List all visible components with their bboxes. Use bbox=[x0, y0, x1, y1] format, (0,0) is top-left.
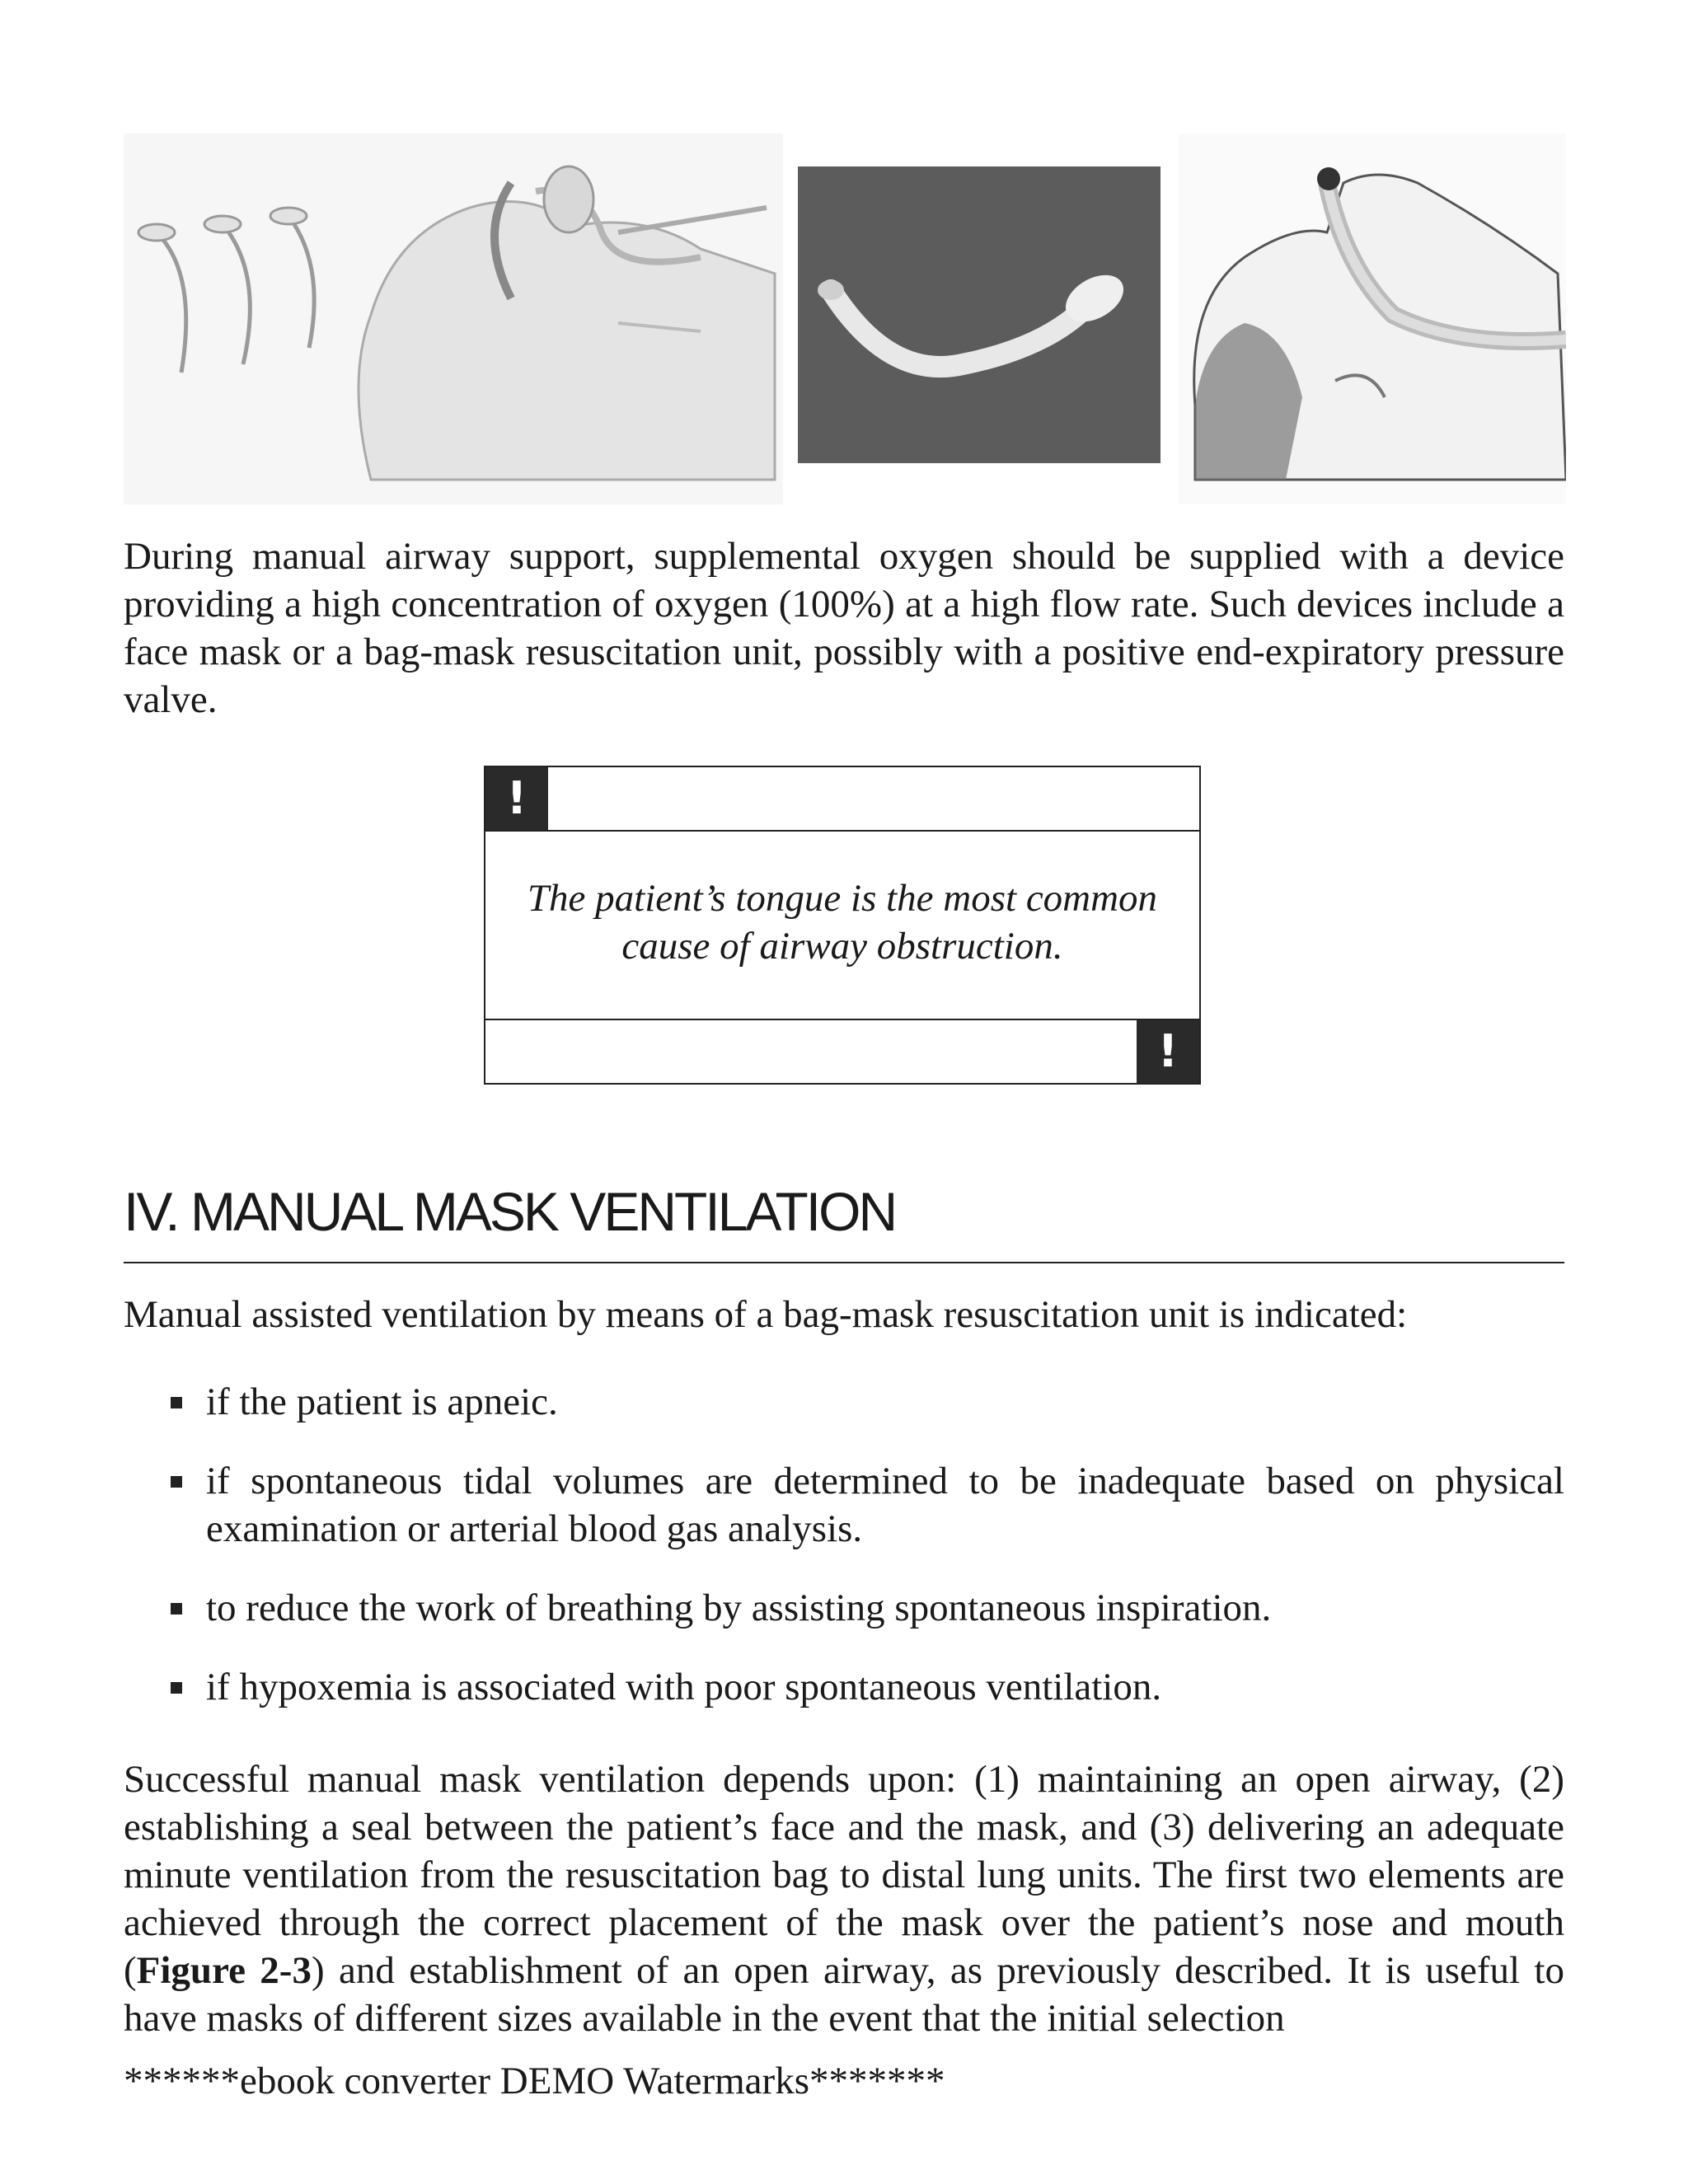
warning-line-1: The patient’s tongue is the most common bbox=[527, 877, 1158, 920]
list-item-text: if the patient is apneic. bbox=[206, 1380, 558, 1423]
section-heading: IV. MANUAL MASK VENTILATION bbox=[124, 1181, 896, 1242]
indication-list bbox=[124, 1378, 1564, 1742]
airway-figure bbox=[124, 134, 1566, 504]
list-item-text: if hypoxemia is associated with poor spontaneous ventilation. bbox=[206, 1666, 1162, 1708]
square-bullet-icon bbox=[171, 1397, 182, 1408]
oral-airways-illustration bbox=[124, 134, 783, 504]
square-bullet-icon bbox=[171, 1603, 182, 1615]
nasal-airway-device bbox=[798, 166, 1160, 463]
section-lead: Manual assisted ventilation by means of a bag-mask resuscitation unit is indicated: bbox=[124, 1293, 1408, 1336]
figure-reference[interactable]: Figure 2-3 bbox=[136, 1949, 312, 1992]
body-text-after: ) and establishment of an open airway, as previously described. It is useful to have masks of different sizes available in the event that the initial selection bbox=[124, 1949, 1564, 2040]
list-item bbox=[124, 1378, 1564, 1426]
list-item bbox=[124, 1457, 1564, 1553]
list-item-text: to reduce the work of breathing by assisting spontaneous inspiration. bbox=[206, 1586, 1272, 1629]
warning-text bbox=[485, 874, 1199, 970]
body-text-before: Successful manual mask ventilation depends upon: (1) maintaining an open airway, (2) establishing a seal between the patient’s face and the mask, and (3) delivering an adequate minute ventilation from the resuscitation bag to distal lung units. The first two elements are achieved through the correct placement of the mask over the patient’s nose and mouth ( bbox=[124, 1758, 1564, 1992]
exclamation-icon: ! bbox=[485, 767, 548, 830]
heading-divider bbox=[124, 1262, 1564, 1263]
list-item bbox=[124, 1663, 1564, 1711]
square-bullet-icon bbox=[171, 1682, 182, 1694]
square-bullet-icon bbox=[171, 1476, 182, 1488]
nasal-airway-photo bbox=[798, 166, 1160, 463]
body-paragraph bbox=[124, 1755, 1564, 2042]
warning-line-2: cause of airway obstruction. bbox=[621, 925, 1063, 968]
oral-airways-drawing bbox=[124, 134, 783, 504]
warning-top-band bbox=[485, 767, 1199, 832]
list-item bbox=[124, 1584, 1564, 1632]
warning-callout bbox=[484, 766, 1201, 1085]
watermark-text: ******ebook converter DEMO Watermarks******* bbox=[124, 2060, 945, 2102]
nasopharyngeal-airway-placement-illustration bbox=[1179, 134, 1566, 504]
patient-profile-drawing bbox=[1179, 134, 1566, 504]
exclamation-icon: ! bbox=[1137, 1020, 1199, 1083]
list-item-text: if spontaneous tidal volumes are determined to be inadequate based on physical examination or arterial blood gas analysis. bbox=[206, 1460, 1564, 1550]
intro-paragraph: During manual airway support, supplemental oxygen should be supplied with a device providing a high concentration of oxygen (100%) at a high flow rate. Such devices include a face mask or a bag-mask resuscitation unit, possibly with a positive end-expiratory pressure valve. bbox=[124, 535, 1564, 721]
warning-bottom-band bbox=[485, 1019, 1199, 1083]
